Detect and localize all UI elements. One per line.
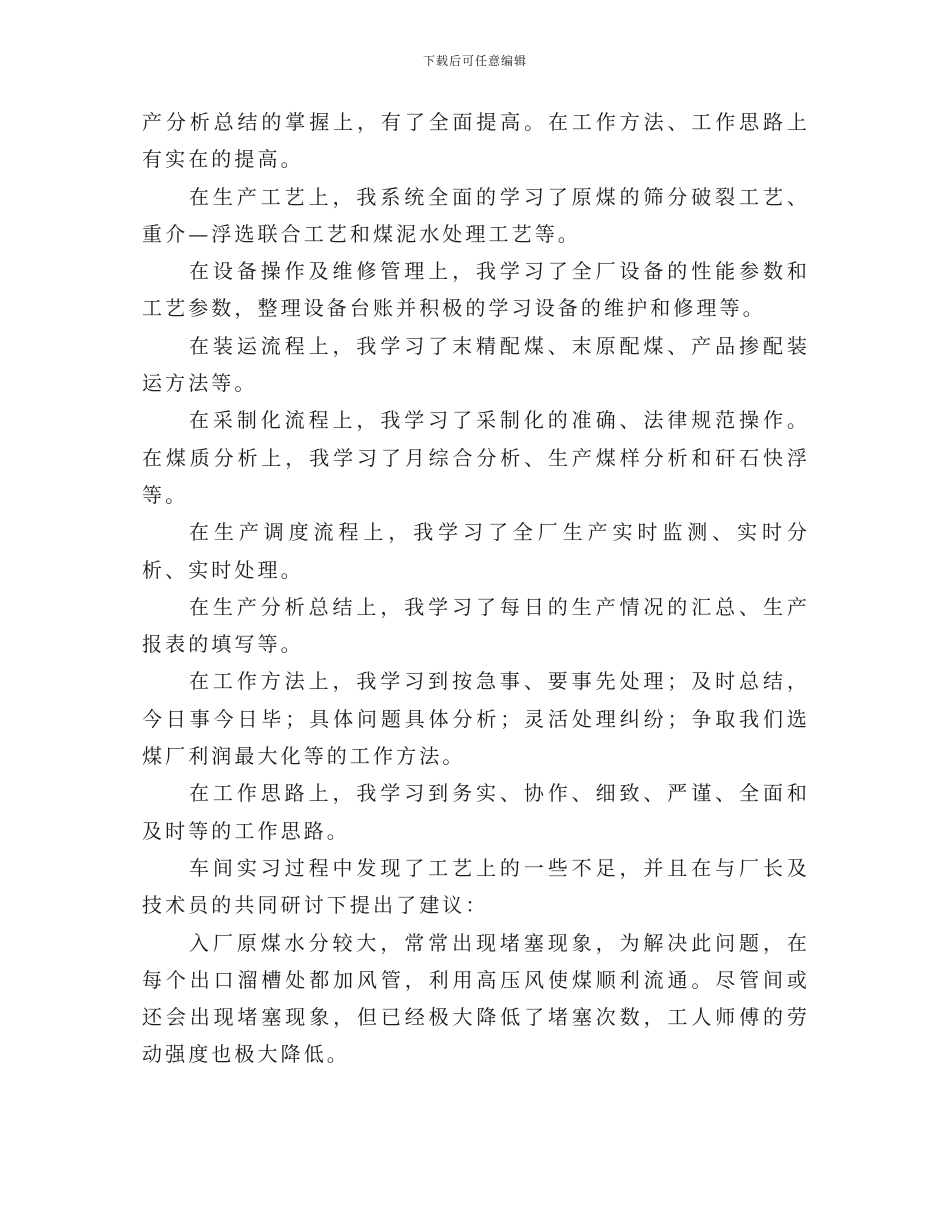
paragraph-loading: 在装运流程上，我学习了末精配煤、末原配煤、产品掺配装运方法等。 — [142, 333, 810, 396]
paragraph-continuation: 产分析总结的掌握上，有了全面提高。在工作方法、工作思路上有实在的提高。 — [142, 110, 810, 172]
paragraph-dispatch: 在生产调度流程上，我学习了全厂生产实时监测、实时分析、实时处理。 — [142, 520, 810, 582]
paragraph-suggestion: 入厂原煤水分较大，常常出现堵塞现象，为解决此问题，在每个出口溜槽处都加风管，利用高压风使煤顺利流通。尽管间或还会出现堵塞现象，但已经极大降低了堵塞次数，工人师傅的劳动强度也极大降低。 — [142, 930, 810, 1067]
paragraph-work-method: 在工作方法上，我学习到按急事、要事先处理；及时总结，今日事今日毕；具体问题具体分析；灵活处理纠纷；争取我们选煤厂利润最大化等的工作方法。 — [142, 669, 810, 769]
paragraph-workshop-findings: 车间实习过程中发现了工艺上的一些不足，并且在与厂长及技术员的共同研讨下提出了建议： — [142, 855, 810, 918]
paragraph-equipment: 在设备操作及维修管理上，我学习了全厂设备的性能参数和工艺参数，整理设备台账并积极的学习设备的维护和修理等。 — [142, 259, 810, 321]
paragraph-analysis-summary: 在生产分析总结上，我学习了每日的生产情况的汇总、生产报表的填写等。 — [142, 594, 810, 657]
header-note: 下载后可任意编辑 — [422, 54, 527, 68]
paragraph-work-thinking: 在工作思路上，我学习到务实、协作、细致、严谨、全面和及时等的工作思路。 — [142, 781, 810, 843]
document-body — [142, 104, 810, 1074]
paragraph-production-process: 在生产工艺上，我系统全面的学习了原煤的筛分破裂工艺、重介—浮选联合工艺和煤泥水处理工艺等。 — [142, 184, 810, 246]
paragraph-sampling: 在采制化流程上，我学习了采制化的准确、法律规范操作。在煤质分析上，我学习了月综合分析、生产煤样分析和矸石快浮等。 — [142, 408, 810, 507]
